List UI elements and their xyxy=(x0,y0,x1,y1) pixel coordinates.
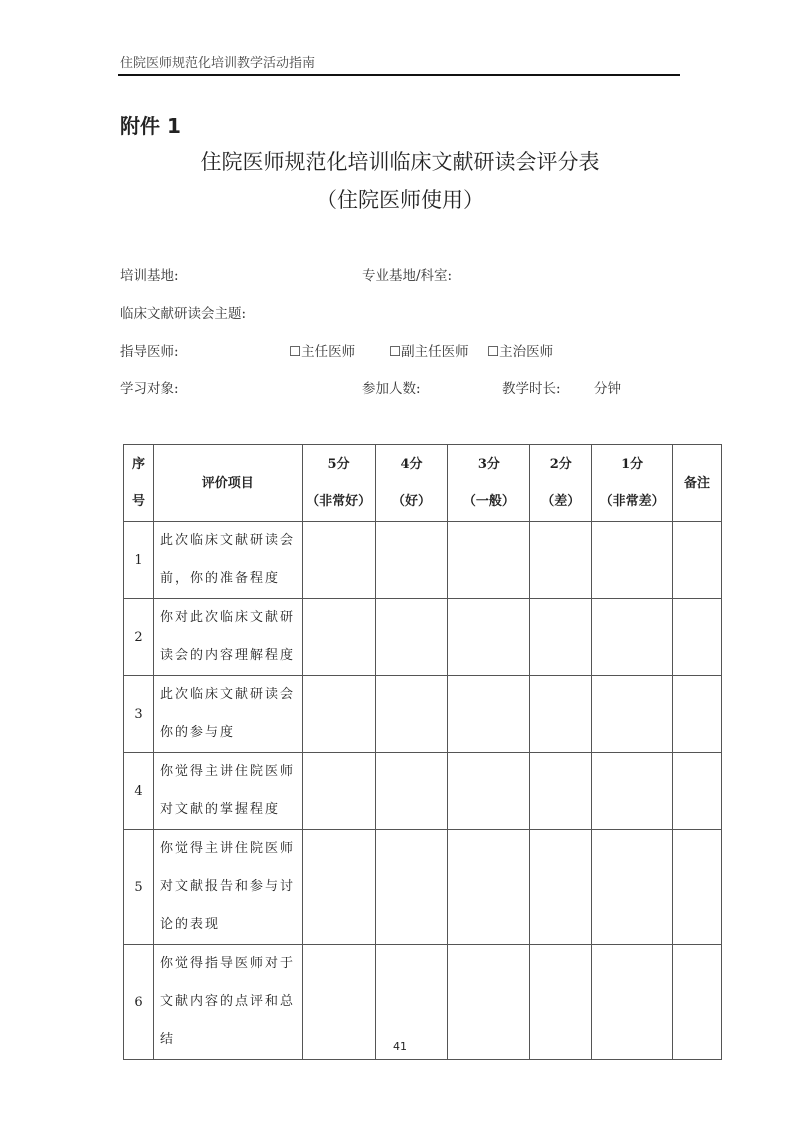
score-cell[interactable] xyxy=(592,522,673,599)
checkbox-attending[interactable]: ☐主治医师 xyxy=(487,344,554,360)
header-2: 2分 xyxy=(549,457,572,472)
running-header: 住院医师规范化培训教学活动指南 xyxy=(120,56,316,71)
page-number: 41 xyxy=(393,1040,407,1053)
score-cell[interactable] xyxy=(530,830,592,945)
score-cell[interactable] xyxy=(673,599,722,676)
header-4: 4分 xyxy=(400,457,423,472)
row-no: 4 xyxy=(124,753,154,830)
score-cell[interactable] xyxy=(375,599,448,676)
row-item: 你觉得主讲住院医师对文献报告和参与讨论的表现 xyxy=(153,830,302,945)
table-row xyxy=(124,753,722,830)
header-4-desc: （好） xyxy=(391,494,431,509)
dept-label: 专业基地/科室: xyxy=(362,268,453,284)
table-row xyxy=(124,830,722,945)
header-rule xyxy=(118,74,680,76)
score-cell[interactable] xyxy=(673,830,722,945)
doc-subtitle: （住院医师使用） xyxy=(316,188,484,212)
header-5: 5分 xyxy=(327,457,350,472)
score-cell[interactable] xyxy=(592,830,673,945)
duration-label: 教学时长: xyxy=(502,381,561,397)
checkbox-associate-chief[interactable]: ☐副主任医师 xyxy=(389,344,469,360)
header-2-desc: （差） xyxy=(541,494,581,509)
row-no: 6 xyxy=(124,945,154,1060)
doc-title: 住院医师规范化培训临床文献研读会评分表 xyxy=(200,150,600,174)
row-item: 此次临床文献研读会你的参与度 xyxy=(153,676,302,753)
score-cell[interactable] xyxy=(592,676,673,753)
score-cell[interactable] xyxy=(448,753,530,830)
row-item: 你觉得主讲住院医师对文献的掌握程度 xyxy=(153,753,302,830)
score-cell[interactable] xyxy=(592,599,673,676)
score-cell[interactable] xyxy=(530,599,592,676)
score-cell[interactable] xyxy=(448,830,530,945)
row-item: 你觉得指导医师对于文献内容的点评和总结 xyxy=(153,945,302,1060)
score-cell[interactable] xyxy=(448,676,530,753)
base-label: 培训基地: xyxy=(120,268,179,284)
score-cell[interactable] xyxy=(302,599,375,676)
checkbox-chief[interactable]: ☐主任医师 xyxy=(289,344,356,360)
count-label: 参加人数: xyxy=(362,381,421,397)
score-cell[interactable] xyxy=(448,522,530,599)
score-cell[interactable] xyxy=(375,522,448,599)
score-cell[interactable] xyxy=(375,830,448,945)
topic-label: 临床文献研读会主题: xyxy=(120,306,247,322)
header-1-desc: （非常差） xyxy=(599,494,665,509)
score-cell[interactable] xyxy=(375,753,448,830)
header-no-2: 号 xyxy=(131,494,145,509)
row-item: 你对此次临床文献研读会的内容理解程度 xyxy=(153,599,302,676)
table-row xyxy=(124,676,722,753)
header-note: 备注 xyxy=(673,445,722,522)
duration-unit: 分钟 xyxy=(594,381,621,397)
target-label: 学习对象: xyxy=(120,381,179,397)
score-cell[interactable] xyxy=(530,753,592,830)
score-cell[interactable] xyxy=(302,522,375,599)
attachment-label: 附件 1 xyxy=(120,114,181,138)
table-header-row xyxy=(124,445,722,522)
score-cell[interactable] xyxy=(673,753,722,830)
table-row xyxy=(124,599,722,676)
score-table xyxy=(123,444,722,1060)
header-3-desc: （一般） xyxy=(462,494,515,509)
row-no: 3 xyxy=(124,676,154,753)
header-5-desc: （非常好） xyxy=(306,494,372,509)
row-item: 此次临床文献研读会前，你的准备程度 xyxy=(153,522,302,599)
score-cell[interactable] xyxy=(530,676,592,753)
score-cell[interactable] xyxy=(530,522,592,599)
score-cell[interactable] xyxy=(673,522,722,599)
row-no: 1 xyxy=(124,522,154,599)
score-cell[interactable] xyxy=(673,676,722,753)
row-no: 5 xyxy=(124,830,154,945)
header-3: 3分 xyxy=(477,457,500,472)
header-item: 评价项目 xyxy=(153,445,302,522)
mentor-label: 指导医师: xyxy=(120,344,179,360)
score-cell[interactable] xyxy=(448,599,530,676)
score-cell[interactable] xyxy=(375,676,448,753)
score-cell[interactable] xyxy=(302,830,375,945)
score-cell[interactable] xyxy=(592,753,673,830)
table-row xyxy=(124,522,722,599)
score-cell[interactable] xyxy=(302,753,375,830)
header-1: 1分 xyxy=(621,457,644,472)
score-cell[interactable] xyxy=(302,676,375,753)
row-no: 2 xyxy=(124,599,154,676)
header-no: 序 xyxy=(131,457,145,472)
